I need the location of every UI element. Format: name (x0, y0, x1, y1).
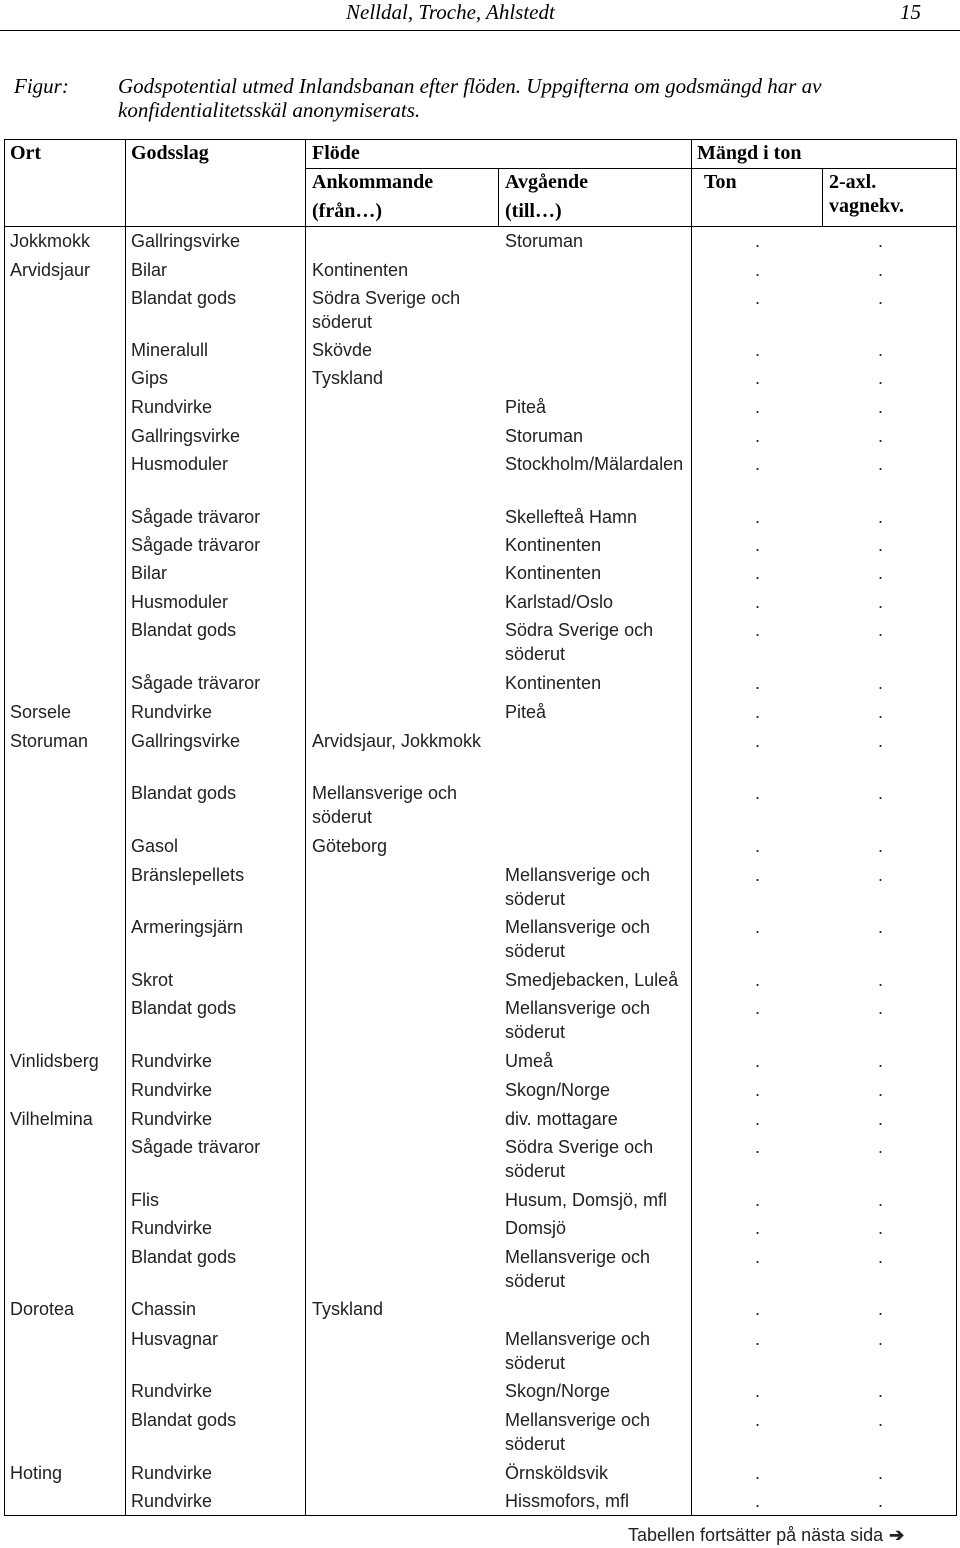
cell-avgaende: Storuman (505, 231, 584, 251)
cell-avgaende: Storuman (505, 426, 584, 446)
cell-avgaende: Örnsköldsvik (505, 1463, 609, 1483)
cell-ankommande: Tyskland (312, 1299, 384, 1319)
cell-godsslag: Rundvirke (131, 1109, 213, 1129)
cell-ton: . (755, 783, 761, 803)
cell-godsslag: Blandat gods (131, 783, 237, 803)
cell-ton: . (755, 1218, 761, 1238)
cell-godsslag: Rundvirke (131, 397, 213, 417)
cell-vagn: . (878, 917, 884, 937)
cell-godsslag: Sågade trävaror (131, 673, 261, 693)
cell-ton: . (755, 1381, 761, 1401)
cell-godsslag: Rundvirke (131, 1463, 213, 1483)
column-divider (498, 168, 499, 226)
cell-vagn: . (878, 288, 884, 308)
cell-ankommande: Tyskland (312, 368, 384, 388)
cell-vagn: . (878, 1190, 884, 1210)
cell-godsslag: Rundvirke (131, 1051, 213, 1071)
cell-ton: . (755, 917, 761, 937)
cell-ton: . (755, 702, 761, 722)
cell-godsslag: Mineralull (131, 340, 209, 360)
cell-avgaende: Stockholm/Mälardalen (505, 454, 684, 474)
cell-godsslag: Sågade trävaror (131, 1137, 261, 1157)
cell-avgaende: Skogn/Norge (505, 1080, 611, 1100)
continuation-text: Tabellen fortsätter på nästa sida (628, 1525, 884, 1545)
cell-ton: . (755, 454, 761, 474)
cell-godsslag: Blandat gods (131, 1247, 237, 1267)
cell-ort: Arvidsjaur (10, 260, 91, 280)
cell-avgaende: Södra Sverige och söderut (505, 1137, 654, 1181)
cell-ton: . (755, 1051, 761, 1071)
header-avgaende: Avgående (505, 171, 588, 193)
cell-vagn: . (878, 1463, 884, 1483)
cell-vagn: . (878, 260, 884, 280)
cell-godsslag: Blandat gods (131, 620, 237, 640)
cell-avgaende: Piteå (505, 397, 547, 417)
cell-ton: . (755, 673, 761, 693)
cell-vagn: . (878, 507, 884, 527)
cell-vagn: . (878, 620, 884, 640)
cell-ton: . (755, 535, 761, 555)
cell-godsslag: Gallringsvirke (131, 426, 241, 446)
cell-avgaende: Domsjö (505, 1218, 567, 1238)
cell-ort: Sorsele (10, 702, 72, 722)
cell-ort: Hoting (10, 1463, 63, 1483)
cell-vagn: . (878, 836, 884, 856)
cell-ton: . (755, 1463, 761, 1483)
cell-ton: . (755, 1190, 761, 1210)
cell-godsslag: Rundvirke (131, 1080, 213, 1100)
cell-ankommande: Göteborg (312, 836, 388, 856)
cell-godsslag: Bilar (131, 260, 168, 280)
cell-ton: . (755, 1137, 761, 1157)
cell-godsslag: Gips (131, 368, 169, 388)
cell-godsslag: Rundvirke (131, 702, 213, 722)
cell-vagn: . (878, 1491, 884, 1511)
header-subrule (305, 168, 957, 169)
cell-godsslag: Rundvirke (131, 1491, 213, 1511)
cell-godsslag: Sågade trävaror (131, 535, 261, 555)
page-number: 15 (900, 0, 921, 24)
cell-ton: . (755, 1247, 761, 1267)
cell-ton: . (755, 836, 761, 856)
cell-vagn: . (878, 865, 884, 885)
cell-vagn: . (878, 1329, 884, 1349)
figure-caption: Godspotential utmed Inlandsbanan efter flöden. Uppgifterna om godsmängd har av konfidentialitetsskäl anonymiserats. (118, 74, 822, 122)
cell-avgaende: Mellansverige och söderut (505, 1329, 651, 1373)
cell-avgaende: Mellansverige och söderut (505, 1410, 651, 1454)
cell-godsslag: Blandat gods (131, 288, 237, 308)
cell-vagn: . (878, 731, 884, 751)
table-header-rule (4, 226, 957, 227)
cell-godsslag: Rundvirke (131, 1381, 213, 1401)
figure-label: Figur: (14, 74, 69, 98)
cell-avgaende: Piteå (505, 702, 547, 722)
cell-godsslag: Gallringsvirke (131, 731, 241, 751)
cell-vagn: . (878, 535, 884, 555)
cell-godsslag: Skrot (131, 970, 174, 990)
running-header-authors: Nelldal, Troche, Ahlstedt (346, 0, 555, 24)
column-divider (822, 168, 823, 226)
cell-ankommande: Mellansverige och söderut (312, 783, 458, 827)
cell-vagn: . (878, 426, 884, 446)
cell-avgaende: Smedjebacken, Luleå (505, 970, 679, 990)
cell-vagn: . (878, 592, 884, 612)
cell-godsslag: Bilar (131, 563, 168, 583)
cell-godsslag: Blandat gods (131, 998, 237, 1018)
cell-ankommande: Kontinenten (312, 260, 409, 280)
cell-ort: Jokkmokk (10, 231, 91, 251)
header-ankommande-sub: (från…) (312, 200, 382, 222)
cell-avgaende: Mellansverige och söderut (505, 998, 651, 1042)
cell-ton: . (755, 731, 761, 751)
cell-ton: . (755, 1329, 761, 1349)
cell-ankommande: Arvidsjaur, Jokkmokk (312, 731, 482, 751)
cell-vagn: . (878, 397, 884, 417)
header-ton: Ton (704, 171, 737, 193)
cell-avgaende: Kontinenten (505, 673, 602, 693)
cell-godsslag: Sågade trävaror (131, 507, 261, 527)
cell-avgaende: Skellefteå Hamn (505, 507, 638, 527)
cell-ton: . (755, 231, 761, 251)
cell-godsslag: Gallringsvirke (131, 231, 241, 251)
cell-ton: . (755, 397, 761, 417)
cell-godsslag: Armeringsjärn (131, 917, 244, 937)
arrow-right-icon: ➔ (889, 1525, 905, 1545)
cell-vagn: . (878, 1410, 884, 1430)
cell-ankommande: Södra Sverige och söderut (312, 288, 461, 332)
cell-avgaende: Mellansverige och söderut (505, 917, 651, 961)
cell-vagn: . (878, 368, 884, 388)
header-avgaende-sub: (till…) (505, 200, 562, 222)
cell-vagn: . (878, 340, 884, 360)
cell-avgaende: Husum, Domsjö, mfl (505, 1190, 668, 1210)
cell-vagn: . (878, 1051, 884, 1071)
cell-avgaende: Skogn/Norge (505, 1381, 611, 1401)
cell-avgaende: Mellansverige och söderut (505, 865, 651, 909)
cell-vagn: . (878, 454, 884, 474)
cell-vagn: . (878, 1247, 884, 1267)
column-divider (305, 139, 306, 1516)
column-divider (691, 139, 692, 1516)
cell-godsslag: Rundvirke (131, 1218, 213, 1238)
header-ort: Ort (10, 142, 42, 164)
cell-avgaende: Kontinenten (505, 535, 602, 555)
header-ankommande: Ankommande (312, 171, 434, 193)
cell-vagn: . (878, 1137, 884, 1157)
cell-vagn: . (878, 1381, 884, 1401)
cell-avgaende: Karlstad/Oslo (505, 592, 614, 612)
header-godsslag: Godsslag (131, 142, 209, 164)
cell-vagn: . (878, 970, 884, 990)
cell-ton: . (755, 507, 761, 527)
cell-ton: . (755, 1109, 761, 1129)
cell-vagn: . (878, 1218, 884, 1238)
cell-ton: . (755, 563, 761, 583)
cell-avgaende: Umeå (505, 1051, 554, 1071)
cell-godsslag: Blandat gods (131, 1410, 237, 1430)
cell-godsslag: Gasol (131, 836, 179, 856)
cell-ton: . (755, 865, 761, 885)
cell-ton: . (755, 340, 761, 360)
cell-godsslag: Husmoduler (131, 454, 229, 474)
cell-vagn: . (878, 563, 884, 583)
cell-godsslag: Flis (131, 1190, 159, 1210)
cell-ton: . (755, 998, 761, 1018)
cell-avgaende: Hissmofors, mfl (505, 1491, 630, 1511)
cell-vagn: . (878, 673, 884, 693)
header-rule (0, 30, 960, 31)
cell-ankommande: Skövde (312, 340, 373, 360)
cell-ton: . (755, 260, 761, 280)
cell-vagn: . (878, 783, 884, 803)
cell-ort: Vinlidsberg (10, 1051, 99, 1071)
cell-ton: . (755, 1080, 761, 1100)
cell-vagn: . (878, 702, 884, 722)
cell-ton: . (755, 426, 761, 446)
cell-vagn: . (878, 998, 884, 1018)
cell-vagn: . (878, 231, 884, 251)
continuation-note (628, 1523, 904, 1547)
cell-avgaende: Kontinenten (505, 563, 602, 583)
cell-ort: Dorotea (10, 1299, 75, 1319)
cell-ton: . (755, 970, 761, 990)
header-flode: Flöde (312, 142, 360, 164)
column-divider (125, 139, 126, 1516)
header-mangd: Mängd i ton (697, 142, 802, 164)
cell-ton: . (755, 288, 761, 308)
header-vagn: 2-axl. (829, 171, 877, 193)
cell-ton: . (755, 368, 761, 388)
cell-ton: . (755, 1410, 761, 1430)
cell-godsslag: Chassin (131, 1299, 197, 1319)
cell-ton: . (755, 1491, 761, 1511)
cell-avgaende: Mellansverige och söderut (505, 1247, 651, 1291)
cell-godsslag: Bränslepellets (131, 865, 245, 885)
cell-vagn: . (878, 1299, 884, 1319)
cell-ort: Vilhelmina (10, 1109, 93, 1129)
cell-avgaende: div. mottagare (505, 1109, 618, 1129)
cell-vagn: . (878, 1080, 884, 1100)
cell-vagn: . (878, 1109, 884, 1129)
cell-ton: . (755, 620, 761, 640)
cell-ton: . (755, 592, 761, 612)
cell-godsslag: Husvagnar (131, 1329, 219, 1349)
cell-godsslag: Husmoduler (131, 592, 229, 612)
cell-ton: . (755, 1299, 761, 1319)
header-vagn-sub: vagnekv. (829, 195, 905, 217)
cell-ort: Storuman (10, 731, 89, 751)
cell-avgaende: Södra Sverige och söderut (505, 620, 654, 664)
